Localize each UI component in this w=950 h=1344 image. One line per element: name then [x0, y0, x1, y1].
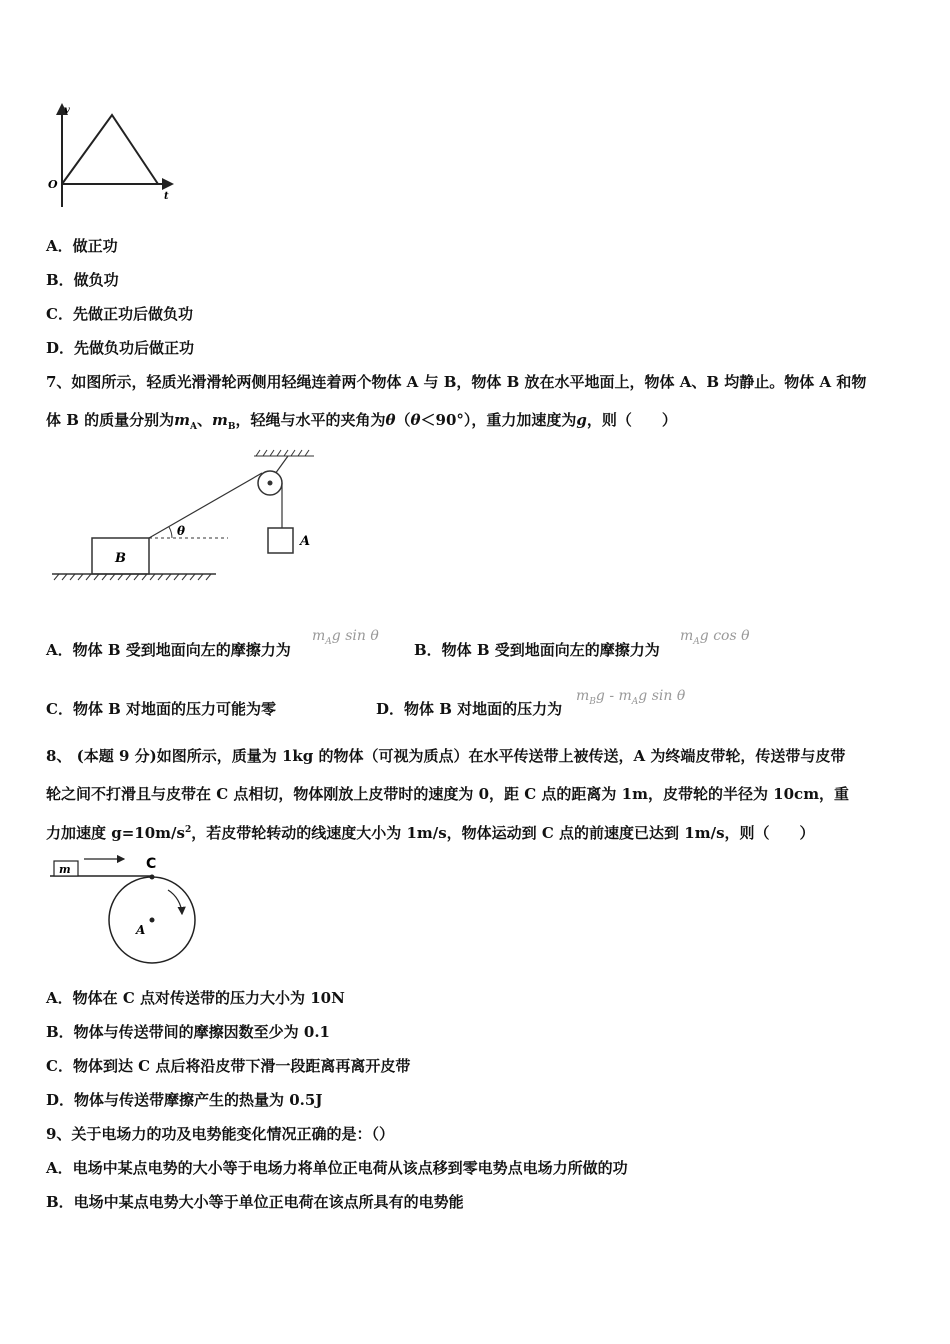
q8-option-b: B．物体与传送带间的摩擦因数至少为 0.1	[46, 1023, 330, 1041]
q7-pulley-figure	[50, 448, 330, 588]
q6-option-b: B．做负功	[46, 271, 119, 289]
q9-option-a: A．电场中某点电势的大小等于电场力将单位正电荷从该点移到零电势点电场力所做的功	[46, 1159, 628, 1177]
mass-label: m	[59, 863, 71, 876]
vt-triangle-line	[62, 115, 158, 184]
q9-stem: 9、关于电场力的功及电势能变化情况正确的是：（）	[46, 1125, 394, 1143]
rope-to-b	[149, 473, 262, 538]
point-c	[150, 875, 155, 880]
block-a	[268, 528, 293, 553]
q7-stem-line2: 体 B 的质量分别为$m_A$、$m_B$，轻绳与水平的夹角为θ（θ＜90°），重力加速度为g，则（ ）	[46, 411, 677, 432]
origin-label: O	[48, 178, 58, 191]
theta-label: θ	[177, 524, 186, 538]
q7-option-d-formula: $m_Bg - m_Ag$ sin θ	[576, 688, 686, 707]
q8-option-d: D．物体与传送带摩擦产生的热量为 0.5J	[46, 1091, 323, 1109]
q9-option-b: B．电场中某点电势大小等于单位正电荷在该点所具有的电势能	[46, 1193, 464, 1211]
t-axis-label: t	[164, 191, 169, 202]
q6-option-c: C．先做正功后做负功	[46, 305, 193, 323]
q8-stem-line3: 力加速度 $g=10m/s^2$，若皮带轮转动的线速度大小为 1m/s，物体运动到 C 点的前速度已达到 1m/s，则（ ）	[46, 824, 815, 842]
ground-hatch	[52, 574, 216, 580]
q7-option-b-formula: $m_Ag$ cos θ	[680, 628, 750, 647]
q7-option-d: D．物体 B 对地面的压力为	[376, 700, 563, 718]
block-b-label: B	[115, 551, 126, 566]
q8-option-a: A．物体在 C 点对传送带的压力大小为 10N	[46, 989, 345, 1007]
theta-arc	[169, 527, 172, 538]
q6-vt-graph	[40, 95, 190, 215]
pulley-hanger	[275, 456, 288, 474]
q8-stem-line2: 轮之间不打滑且与皮带在 C 点相切，物体刚放上皮带时的速度为 0，距 C 点的距离为 1m，皮带轮的半径为 10cm，重	[46, 785, 850, 803]
q7-option-c: C．物体 B 对地面的压力可能为零	[46, 700, 277, 718]
q7-option-a-formula: $m_Ag$ sin θ	[312, 628, 379, 647]
ceiling-hatch	[254, 450, 314, 456]
block-a-label: A	[300, 534, 311, 549]
q7-stem-line1: 7、如图所示，轻质光滑滑轮两侧用轻绳连着两个物体 A 与 B，物体 B 放在水平地面上，物体 A、B 均静止。物体 A 和物	[46, 373, 867, 391]
q6-option-d: D．先做负功后做正功	[46, 339, 195, 357]
rotation-arrow	[168, 890, 182, 914]
q6-option-a: A．做正功	[46, 237, 118, 255]
q8-option-c: C．物体到达 C 点后将沿皮带下滑一段距离再离开皮带	[46, 1057, 411, 1075]
q7-option-a: A．物体 B 受到地面向左的摩擦力为	[46, 641, 291, 659]
pulley-center	[150, 918, 155, 923]
q8-conveyor-figure	[46, 852, 206, 970]
point-a-label: A	[136, 923, 146, 937]
q8-stem-line1: 8、 (本题 9 分)如图所示，质量为 1kg 的物体（可视为质点）在水平传送带上被传送，A 为终端皮带轮，传送带与皮带	[46, 747, 846, 765]
point-c-label: C	[146, 856, 157, 872]
q7-option-b: B．物体 B 受到地面向左的摩擦力为	[414, 641, 660, 659]
v-axis-label: v	[64, 105, 70, 116]
